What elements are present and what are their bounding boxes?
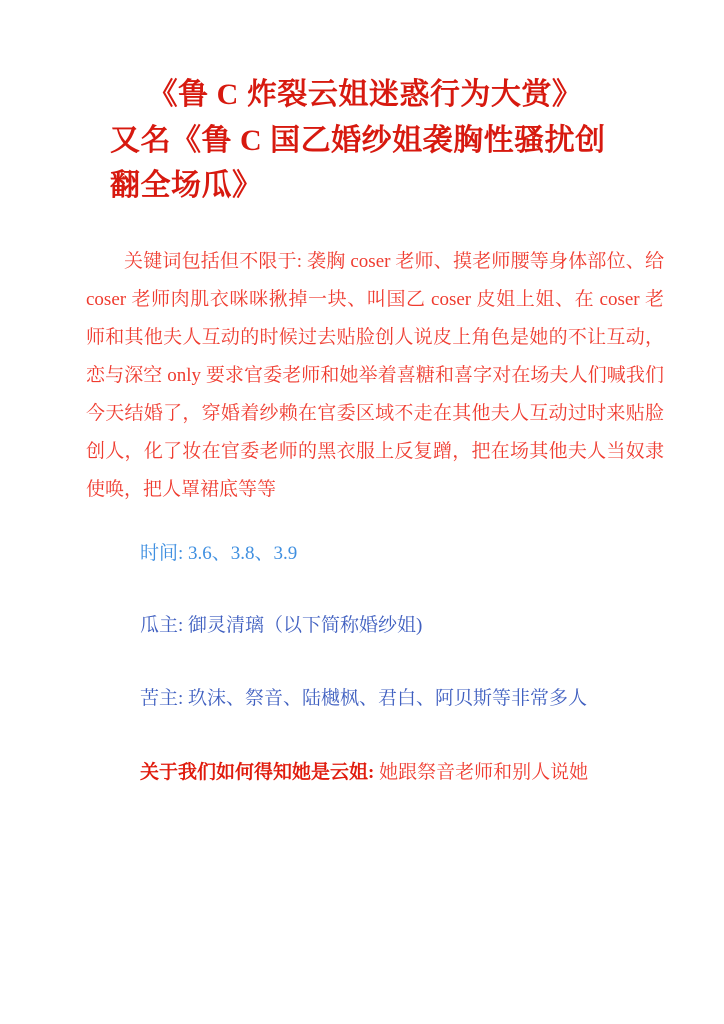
meta-list <box>58 539 666 714</box>
meta-label-owner: 瓜主: <box>140 615 184 637</box>
footer-paragraph <box>58 756 666 790</box>
meta-label-victim: 苦主: <box>140 687 184 709</box>
meta-row-time <box>140 539 666 569</box>
meta-value-victim: 玖沫、祭音、陆樾枫、君白、阿贝斯等非常多人 <box>188 687 588 709</box>
meta-row-victim <box>140 684 666 714</box>
document-title <box>58 72 666 209</box>
title-line-1: 《鲁 C 炸裂云姐迷惑行为大赏》 <box>147 78 583 111</box>
title-line-2: 又名《鲁 C 国乙婚纱姐袭胸性骚扰创 <box>110 123 606 157</box>
title-line-3: 翻全场瓜》 <box>110 169 263 203</box>
meta-value-time: 3.6、3.8、3.9 <box>188 542 298 564</box>
meta-row-owner <box>140 611 666 641</box>
meta-label-time: 时间: <box>140 542 184 564</box>
meta-value-owner: 御灵清璃（以下简称婚纱姐) <box>188 615 423 637</box>
footer-text: 她跟祭音老师和别人说她 <box>379 761 589 783</box>
footer-heading: 关于我们如何得知她是云姐: <box>140 761 375 783</box>
keywords-paragraph: 关键词包括但不限于: 袭胸 coser 老师、摸老师腰等身体部位、给 coser 老师肉肌衣咪咪揪掉一块、叫国乙 coser 皮姐上姐、在 coser 老师和其他夫人互动的时候过去贴脸创人说皮上角色是她的不让互动，恋与深空 only 要求官委老师和她举着喜糖和喜字对在场夫人们喊我们今天结婚了，穿婚着纱赖在官委区域不走在其他夫人互动过时来贴脸创人，化了妆在官委老师的黑衣服上反复蹭，把在场其他夫人当奴隶使唤，把人罩裙底等等 <box>86 250 664 500</box>
